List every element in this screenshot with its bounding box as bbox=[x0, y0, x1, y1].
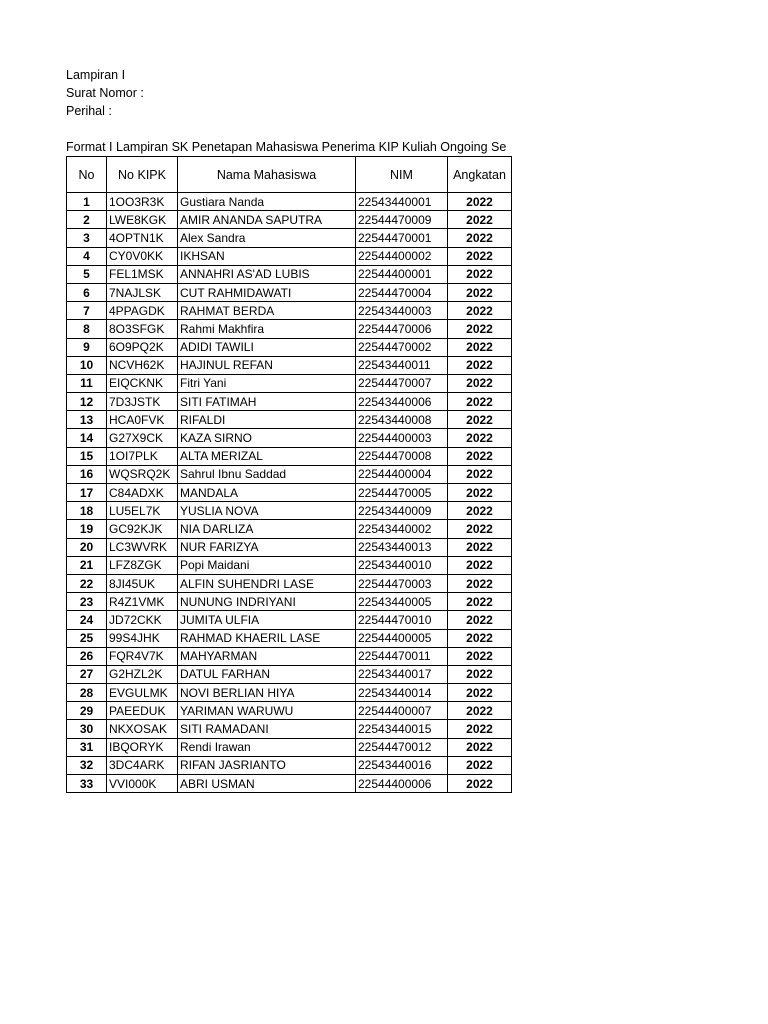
cell-nama-mahasiswa: NUNUNG INDRIYANI bbox=[178, 593, 356, 611]
cell-no-kipk: 6O9PQ2K bbox=[107, 338, 178, 356]
cell-no-kipk: 3DC4ARK bbox=[107, 756, 178, 774]
cell-no: 21 bbox=[67, 556, 107, 574]
cell-nim: 22544400006 bbox=[356, 775, 448, 793]
cell-nama-mahasiswa: Popi Maidani bbox=[178, 556, 356, 574]
cell-no-kipk: PAEEDUK bbox=[107, 702, 178, 720]
table-row bbox=[67, 447, 512, 465]
table-row bbox=[67, 265, 512, 283]
cell-no: 14 bbox=[67, 429, 107, 447]
cell-nim: 22544470006 bbox=[356, 320, 448, 338]
cell-angkatan: 2022 bbox=[448, 211, 512, 229]
cell-nim: 22544400005 bbox=[356, 629, 448, 647]
table-row bbox=[67, 520, 512, 538]
cell-nama-mahasiswa: ADIDI TAWILI bbox=[178, 338, 356, 356]
table-row bbox=[67, 302, 512, 320]
cell-angkatan: 2022 bbox=[448, 538, 512, 556]
cell-no: 8 bbox=[67, 320, 107, 338]
cell-nama-mahasiswa: KAZA SIRNO bbox=[178, 429, 356, 447]
table-row bbox=[67, 356, 512, 374]
table-row bbox=[67, 720, 512, 738]
cell-nim: 22543440016 bbox=[356, 756, 448, 774]
cell-no-kipk: 8JI45UK bbox=[107, 574, 178, 592]
cell-no-kipk: 99S4JHK bbox=[107, 629, 178, 647]
col-header-no: No bbox=[67, 157, 107, 193]
cell-no: 1 bbox=[67, 193, 107, 211]
cell-no: 20 bbox=[67, 538, 107, 556]
cell-nama-mahasiswa: Fitri Yani bbox=[178, 374, 356, 392]
cell-nama-mahasiswa: HAJINUL REFAN bbox=[178, 356, 356, 374]
cell-no: 9 bbox=[67, 338, 107, 356]
table-row bbox=[67, 247, 512, 265]
cell-angkatan: 2022 bbox=[448, 593, 512, 611]
cell-no: 32 bbox=[67, 756, 107, 774]
cell-no: 12 bbox=[67, 393, 107, 411]
cell-no: 10 bbox=[67, 356, 107, 374]
table-row bbox=[67, 429, 512, 447]
cell-nim: 22543440017 bbox=[356, 665, 448, 683]
cell-no-kipk: LFZ8ZGK bbox=[107, 556, 178, 574]
cell-angkatan: 2022 bbox=[448, 193, 512, 211]
cell-no-kipk: GC92KJK bbox=[107, 520, 178, 538]
table-header-row bbox=[67, 157, 512, 193]
table-row bbox=[67, 702, 512, 720]
table-row bbox=[67, 393, 512, 411]
cell-nama-mahasiswa: ALTA MERIZAL bbox=[178, 447, 356, 465]
cell-nim: 22543440011 bbox=[356, 356, 448, 374]
cell-nama-mahasiswa: YARIMAN WARUWU bbox=[178, 702, 356, 720]
cell-nama-mahasiswa: YUSLIA NOVA bbox=[178, 502, 356, 520]
cell-nim: 22544470012 bbox=[356, 738, 448, 756]
cell-nim: 22543440014 bbox=[356, 684, 448, 702]
cell-no-kipk: EIQCKNK bbox=[107, 374, 178, 392]
table-row bbox=[67, 756, 512, 774]
cell-nama-mahasiswa: JUMITA ULFIA bbox=[178, 611, 356, 629]
cell-no: 13 bbox=[67, 411, 107, 429]
kip-student-table bbox=[66, 156, 512, 793]
cell-nama-mahasiswa: NIA DARLIZA bbox=[178, 520, 356, 538]
cell-angkatan: 2022 bbox=[448, 647, 512, 665]
perihal-label: Perihal : bbox=[66, 104, 112, 118]
cell-nim: 22544400004 bbox=[356, 465, 448, 483]
cell-no-kipk: HCA0FVK bbox=[107, 411, 178, 429]
cell-no: 23 bbox=[67, 593, 107, 611]
cell-nama-mahasiswa: MANDALA bbox=[178, 484, 356, 502]
cell-angkatan: 2022 bbox=[448, 684, 512, 702]
cell-no: 26 bbox=[67, 647, 107, 665]
table-row bbox=[67, 574, 512, 592]
cell-nim: 22544470002 bbox=[356, 338, 448, 356]
cell-nim: 22544470010 bbox=[356, 611, 448, 629]
cell-nama-mahasiswa: Rahmi Makhfira bbox=[178, 320, 356, 338]
col-header-nama-mahasiswa: Nama Mahasiswa bbox=[178, 157, 356, 193]
cell-nim: 22544400007 bbox=[356, 702, 448, 720]
cell-angkatan: 2022 bbox=[448, 484, 512, 502]
cell-angkatan: 2022 bbox=[448, 320, 512, 338]
cell-no: 27 bbox=[67, 665, 107, 683]
cell-no-kipk: NCVH62K bbox=[107, 356, 178, 374]
cell-nim: 22543440015 bbox=[356, 720, 448, 738]
cell-no-kipk: 4OPTN1K bbox=[107, 229, 178, 247]
cell-no: 15 bbox=[67, 447, 107, 465]
cell-no-kipk: 7NAJLSK bbox=[107, 283, 178, 301]
cell-no-kipk: 4PPAGDK bbox=[107, 302, 178, 320]
cell-nim: 22544470008 bbox=[356, 447, 448, 465]
cell-nama-mahasiswa: ANNAHRI AS'AD LUBIS bbox=[178, 265, 356, 283]
table-row bbox=[67, 338, 512, 356]
cell-no-kipk: 1OI7PLK bbox=[107, 447, 178, 465]
cell-nim: 22544470009 bbox=[356, 211, 448, 229]
cell-no-kipk: R4Z1VMK bbox=[107, 593, 178, 611]
cell-angkatan: 2022 bbox=[448, 429, 512, 447]
col-header-angkatan: Angkatan bbox=[448, 157, 512, 193]
cell-nama-mahasiswa: SITI FATIMAH bbox=[178, 393, 356, 411]
cell-nama-mahasiswa: DATUL FARHAN bbox=[178, 665, 356, 683]
cell-no-kipk: EVGULMK bbox=[107, 684, 178, 702]
cell-angkatan: 2022 bbox=[448, 756, 512, 774]
cell-angkatan: 2022 bbox=[448, 229, 512, 247]
cell-angkatan: 2022 bbox=[448, 447, 512, 465]
cell-nama-mahasiswa: Sahrul Ibnu Saddad bbox=[178, 465, 356, 483]
cell-angkatan: 2022 bbox=[448, 629, 512, 647]
cell-no: 18 bbox=[67, 502, 107, 520]
cell-no: 31 bbox=[67, 738, 107, 756]
cell-angkatan: 2022 bbox=[448, 465, 512, 483]
cell-nama-mahasiswa: CUT RAHMIDAWATI bbox=[178, 283, 356, 301]
cell-no: 28 bbox=[67, 684, 107, 702]
cell-no: 2 bbox=[67, 211, 107, 229]
cell-no: 24 bbox=[67, 611, 107, 629]
cell-no-kipk: FQR4V7K bbox=[107, 647, 178, 665]
cell-angkatan: 2022 bbox=[448, 665, 512, 683]
cell-nim: 22544400002 bbox=[356, 247, 448, 265]
cell-no: 30 bbox=[67, 720, 107, 738]
cell-no: 17 bbox=[67, 484, 107, 502]
cell-nim: 22543440005 bbox=[356, 593, 448, 611]
cell-no-kipk: 8O3SFGK bbox=[107, 320, 178, 338]
table-row bbox=[67, 647, 512, 665]
cell-no-kipk: NKXOSAK bbox=[107, 720, 178, 738]
cell-nim: 22543440001 bbox=[356, 193, 448, 211]
cell-nim: 22544470007 bbox=[356, 374, 448, 392]
cell-no: 29 bbox=[67, 702, 107, 720]
cell-angkatan: 2022 bbox=[448, 247, 512, 265]
cell-angkatan: 2022 bbox=[448, 393, 512, 411]
table-row bbox=[67, 283, 512, 301]
cell-no-kipk: CY0V0KK bbox=[107, 247, 178, 265]
document-title: Format I Lampiran SK Penetapan Mahasiswa Penerima KIP Kuliah Ongoing Se bbox=[66, 140, 507, 154]
cell-nama-mahasiswa: RIFALDI bbox=[178, 411, 356, 429]
table-body bbox=[67, 193, 512, 793]
cell-nim: 22543440008 bbox=[356, 411, 448, 429]
cell-nama-mahasiswa: RAHMAD KHAERIL LASE bbox=[178, 629, 356, 647]
cell-angkatan: 2022 bbox=[448, 283, 512, 301]
cell-no-kipk: IBQORYK bbox=[107, 738, 178, 756]
cell-no-kipk: LC3WVRK bbox=[107, 538, 178, 556]
col-header-no-kipk: No KIPK bbox=[107, 157, 178, 193]
table-row bbox=[67, 193, 512, 211]
lampiran-label: Lampiran I bbox=[66, 68, 126, 82]
cell-no: 6 bbox=[67, 283, 107, 301]
table-row bbox=[67, 738, 512, 756]
cell-nim: 22543440003 bbox=[356, 302, 448, 320]
cell-angkatan: 2022 bbox=[448, 338, 512, 356]
table-row bbox=[67, 665, 512, 683]
cell-angkatan: 2022 bbox=[448, 374, 512, 392]
cell-nama-mahasiswa: IKHSAN bbox=[178, 247, 356, 265]
cell-nama-mahasiswa: SITI RAMADANI bbox=[178, 720, 356, 738]
cell-angkatan: 2022 bbox=[448, 574, 512, 592]
surat-nomor-label: Surat Nomor : bbox=[66, 86, 144, 100]
table-row bbox=[67, 229, 512, 247]
cell-nama-mahasiswa: ALFIN SUHENDRI LASE bbox=[178, 574, 356, 592]
cell-nim: 22544470011 bbox=[356, 647, 448, 665]
table-row bbox=[67, 211, 512, 229]
cell-nim: 22543440010 bbox=[356, 556, 448, 574]
cell-nama-mahasiswa: NUR FARIZYA bbox=[178, 538, 356, 556]
cell-angkatan: 2022 bbox=[448, 556, 512, 574]
table-row bbox=[67, 484, 512, 502]
cell-angkatan: 2022 bbox=[448, 265, 512, 283]
cell-no: 11 bbox=[67, 374, 107, 392]
cell-no-kipk: 1OO3R3K bbox=[107, 193, 178, 211]
cell-no-kipk: C84ADXK bbox=[107, 484, 178, 502]
cell-nama-mahasiswa: ABRI USMAN bbox=[178, 775, 356, 793]
cell-nim: 22543440002 bbox=[356, 520, 448, 538]
cell-nama-mahasiswa: Gustiara Nanda bbox=[178, 193, 356, 211]
cell-no: 33 bbox=[67, 775, 107, 793]
table-row bbox=[67, 611, 512, 629]
table-row bbox=[67, 593, 512, 611]
table-row bbox=[67, 374, 512, 392]
cell-no-kipk: LWE8KGK bbox=[107, 211, 178, 229]
table-row bbox=[67, 502, 512, 520]
cell-angkatan: 2022 bbox=[448, 411, 512, 429]
cell-nim: 22543440009 bbox=[356, 502, 448, 520]
cell-nama-mahasiswa: Alex Sandra bbox=[178, 229, 356, 247]
cell-angkatan: 2022 bbox=[448, 720, 512, 738]
cell-nim: 22544400003 bbox=[356, 429, 448, 447]
table-row bbox=[67, 556, 512, 574]
cell-nama-mahasiswa: RIFAN JASRIANTO bbox=[178, 756, 356, 774]
table-row bbox=[67, 684, 512, 702]
cell-nama-mahasiswa: Rendi Irawan bbox=[178, 738, 356, 756]
cell-nama-mahasiswa: MAHYARMAN bbox=[178, 647, 356, 665]
table-row bbox=[67, 629, 512, 647]
cell-nim: 22544470003 bbox=[356, 574, 448, 592]
cell-no-kipk: G27X9CK bbox=[107, 429, 178, 447]
cell-nim: 22544470005 bbox=[356, 484, 448, 502]
cell-no: 5 bbox=[67, 265, 107, 283]
cell-no: 22 bbox=[67, 574, 107, 592]
cell-no-kipk: VVI000K bbox=[107, 775, 178, 793]
cell-no: 16 bbox=[67, 465, 107, 483]
cell-nama-mahasiswa: RAHMAT BERDA bbox=[178, 302, 356, 320]
cell-nama-mahasiswa: AMIR ANANDA SAPUTRA bbox=[178, 211, 356, 229]
table-row bbox=[67, 538, 512, 556]
table-row bbox=[67, 775, 512, 793]
cell-no-kipk: FEL1MSK bbox=[107, 265, 178, 283]
cell-no: 4 bbox=[67, 247, 107, 265]
cell-nim: 22543440013 bbox=[356, 538, 448, 556]
table-row bbox=[67, 411, 512, 429]
cell-no: 3 bbox=[67, 229, 107, 247]
cell-angkatan: 2022 bbox=[448, 356, 512, 374]
cell-nim: 22544400001 bbox=[356, 265, 448, 283]
cell-no-kipk: G2HZL2K bbox=[107, 665, 178, 683]
cell-no-kipk: WQSRQ2K bbox=[107, 465, 178, 483]
table-row bbox=[67, 465, 512, 483]
table-row bbox=[67, 320, 512, 338]
cell-angkatan: 2022 bbox=[448, 702, 512, 720]
cell-no-kipk: 7D3JSTK bbox=[107, 393, 178, 411]
cell-nama-mahasiswa: NOVI BERLIAN HIYA bbox=[178, 684, 356, 702]
cell-angkatan: 2022 bbox=[448, 502, 512, 520]
cell-no: 19 bbox=[67, 520, 107, 538]
cell-angkatan: 2022 bbox=[448, 738, 512, 756]
cell-nim: 22543440006 bbox=[356, 393, 448, 411]
cell-no: 7 bbox=[67, 302, 107, 320]
cell-nim: 22544470001 bbox=[356, 229, 448, 247]
cell-angkatan: 2022 bbox=[448, 302, 512, 320]
cell-no: 25 bbox=[67, 629, 107, 647]
cell-nim: 22544470004 bbox=[356, 283, 448, 301]
cell-angkatan: 2022 bbox=[448, 520, 512, 538]
cell-no-kipk: JD72CKK bbox=[107, 611, 178, 629]
cell-angkatan: 2022 bbox=[448, 775, 512, 793]
col-header-nim: NIM bbox=[356, 157, 448, 193]
cell-no-kipk: LU5EL7K bbox=[107, 502, 178, 520]
cell-angkatan: 2022 bbox=[448, 611, 512, 629]
document-header bbox=[66, 66, 144, 120]
